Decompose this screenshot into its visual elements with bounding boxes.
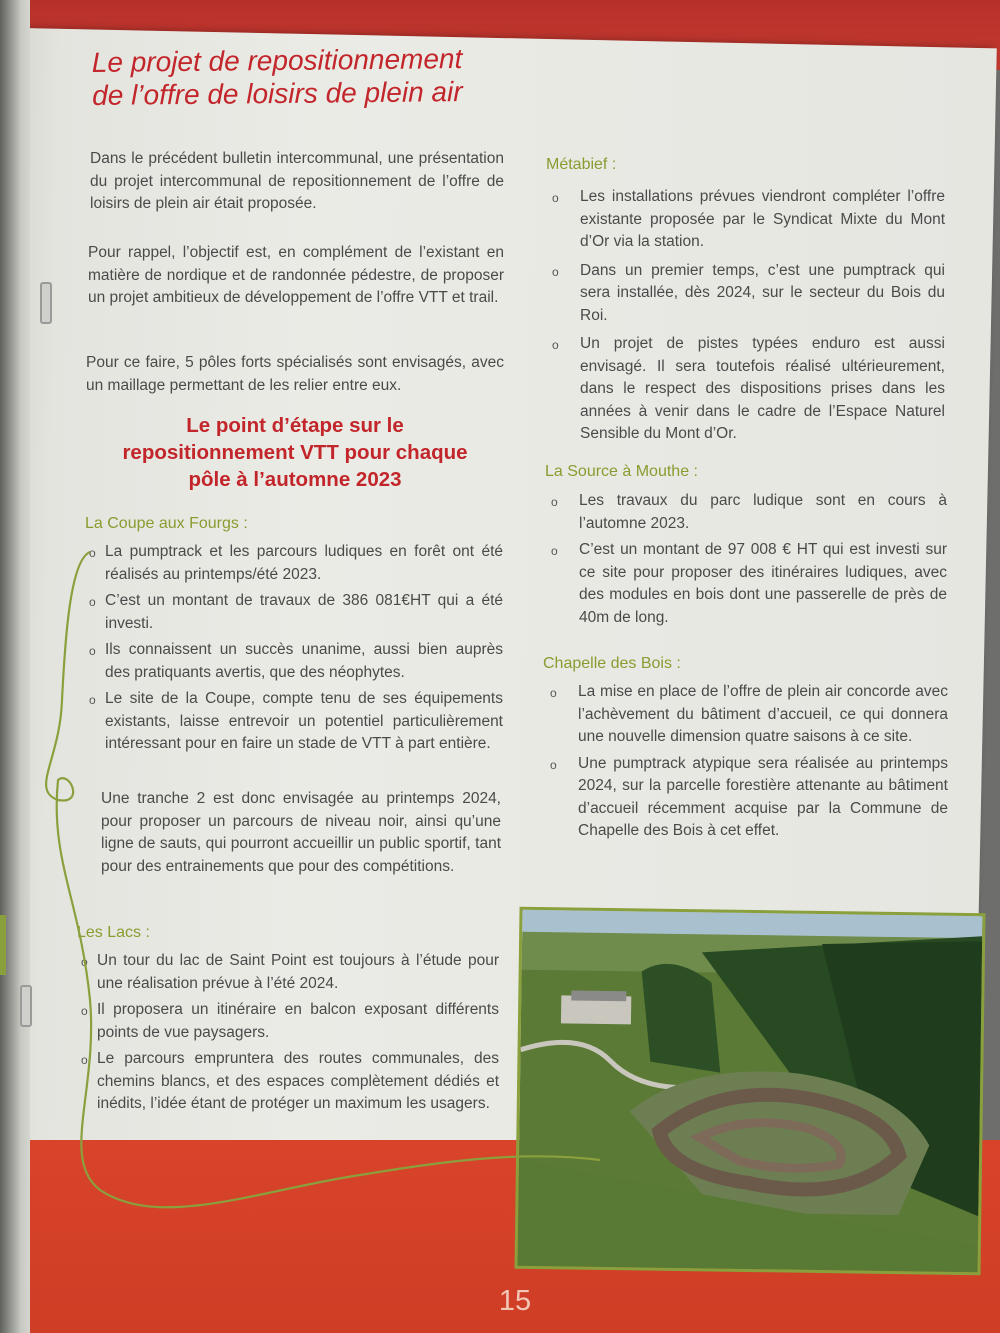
list-item	[89, 688, 503, 756]
coupe-item-3: Ils connaissent un succès unanime, aussi bien auprès des pratiquants avertis, que des néophytes.	[105, 641, 503, 681]
coupe-heading: La Coupe aux Fourgs :	[85, 515, 248, 532]
bullet-icon: o	[89, 693, 96, 707]
bullet-icon: o	[89, 644, 96, 658]
subtitle-line-1: Le point d’étape sur le	[186, 414, 404, 437]
source-item-1: Les travaux du parc ludique sont en cours à l’automne 2023.	[579, 492, 947, 532]
source-heading: La Source à Mouthe :	[545, 463, 698, 480]
metabief-item-2: Dans un premier temps, c’est une pumptrack qui sera installée, dès 2024, sur le secteur du Bois du Roi.	[580, 261, 945, 324]
page-title	[92, 42, 463, 112]
page-number: 15	[498, 1285, 532, 1317]
staple-bottom	[20, 985, 32, 1027]
list-item	[89, 590, 503, 635]
chapelle-list	[550, 681, 948, 843]
lacs-item-2: Il proposera un itinéraire en balcon exposant différents points de vue paysagers.	[97, 1001, 499, 1041]
bullet-icon: o	[552, 191, 559, 205]
pumptrack-photo-drawing	[518, 910, 983, 1272]
bullet-icon: o	[550, 757, 557, 772]
lacs-item-1: Un tour du lac de Saint Point est toujours à l’étude pour une réalisation prévue à l’été 2024.	[97, 952, 499, 992]
bullet-icon: o	[552, 338, 559, 352]
subtitle-line-2: repositionnement VTT pour chaque	[122, 441, 468, 464]
coupe-item-2: C’est un montant de travaux de 386 081€HT qui a été investi.	[105, 592, 503, 632]
bullet-icon: o	[81, 955, 88, 969]
pumptrack-aerial-photo	[514, 907, 985, 1275]
bullet-icon: o	[550, 686, 557, 700]
lacs-list	[81, 950, 499, 1116]
list-item	[81, 1048, 499, 1116]
list-item	[552, 333, 945, 446]
green-edge-mark	[0, 915, 6, 975]
staple-top	[40, 282, 52, 324]
list-item	[552, 186, 945, 254]
title-line-2: de l’offre de loisirs de plein air	[92, 76, 463, 111]
binding-edge	[0, 0, 30, 1333]
chapelle-item-1: La mise en place de l’offre de plein air concorde avec l’achèvement du bâtiment d’accueil, ce qui donnera une nouvelle dimension quatre saisons à ce site.	[578, 683, 948, 745]
intro-paragraph-3: Pour ce faire, 5 pôles forts spécialisés sont envisagés, avec un maillage permettant de les relier entre eux.	[86, 354, 504, 394]
list-item	[551, 490, 947, 535]
chapelle-heading: Chapelle des Bois :	[543, 655, 681, 672]
list-item	[551, 539, 947, 629]
intro-paragraph-1: Dans le précédent bulletin intercommunal, une présentation du projet intercommunal de repositionnement de l’offre de loisirs de plein air était proposée.	[90, 150, 504, 212]
metabief-item-3: Un projet de pistes typées enduro est aussi envisagé. Il sera toutefois réalisé ultérieurement, dans le respect des dispositions prises dans les années à venir dans le cadre de l’Espace Naturel Sensible du Mont d’Or.	[580, 335, 945, 442]
subtitle-line-3: pôle à l’automne 2023	[188, 468, 402, 491]
bullet-icon: o	[552, 264, 559, 279]
list-item	[552, 260, 945, 328]
list-item	[89, 639, 503, 684]
bullet-icon: o	[551, 495, 558, 509]
list-item	[81, 950, 499, 995]
bullet-icon: o	[81, 1004, 88, 1018]
bullet-icon: o	[551, 544, 558, 558]
source-list	[551, 490, 947, 629]
metabief-heading: Métabief :	[546, 156, 617, 173]
source-item-2: C’est un montant de 97 008 € HT qui est investi sur ce site pour proposer des itinéraires ludiques, avec des modules en bois dont une passerelle de près de 40m de long.	[579, 541, 947, 626]
lacs-heading: Les Lacs :	[77, 924, 150, 941]
coupe-extra-paragraph: Une tranche 2 est donc envisagée au printemps 2024, pour proposer un parcours de niveau noir, ainsi qu’une ligne de sauts, qui pourront accueillir un public sportif, tant pour des entrainements que pour des compétitions.	[101, 790, 501, 875]
lacs-item-3: Le parcours empruntera des routes communales, des chemins blancs, et des espaces complètement dédiés et inédits, l’idée étant de protéger un maximum les usagers.	[97, 1050, 499, 1112]
title-line-1: Le projet de repositionnement	[91, 43, 463, 78]
coupe-item-4: Le site de la Coupe, compte tenu de ses équipements existants, laisse entrevoir un potentiel particulièrement intéressant pour en faire un stade de VTT à part entière.	[105, 690, 503, 752]
intro-paragraph-2: Pour rappel, l’objectif est, en complément de l’existant en matière de nordique et de randonnée pédestre, de proposer un projet ambitieux de développement de l’offre VTT et trail.	[88, 244, 504, 306]
metabief-list	[552, 186, 945, 446]
metabief-item-1: Les installations prévues viendront compléter l’offre existante proposée par le Syndicat Mixte du Mont d’Or via la station.	[580, 188, 945, 250]
coupe-item-1: La pumptrack et les parcours ludiques en forêt ont été réalisés au printemps/été 2023.	[105, 543, 503, 583]
list-item	[81, 999, 499, 1044]
list-item	[550, 753, 948, 843]
list-item	[89, 541, 503, 586]
list-item	[550, 681, 948, 749]
section-subtitle	[90, 412, 500, 493]
bullet-icon: o	[89, 595, 96, 609]
coupe-list	[89, 541, 503, 758]
bullet-icon: o	[89, 546, 96, 560]
bullet-icon: o	[81, 1053, 88, 1067]
chapelle-item-2: Une pumptrack atypique sera réalisée au printemps 2024, sur la parcelle forestière attenante au bâtiment d’accueil récemment acquise par la Commune de Chapelle des Bois à cet effet.	[578, 754, 948, 839]
